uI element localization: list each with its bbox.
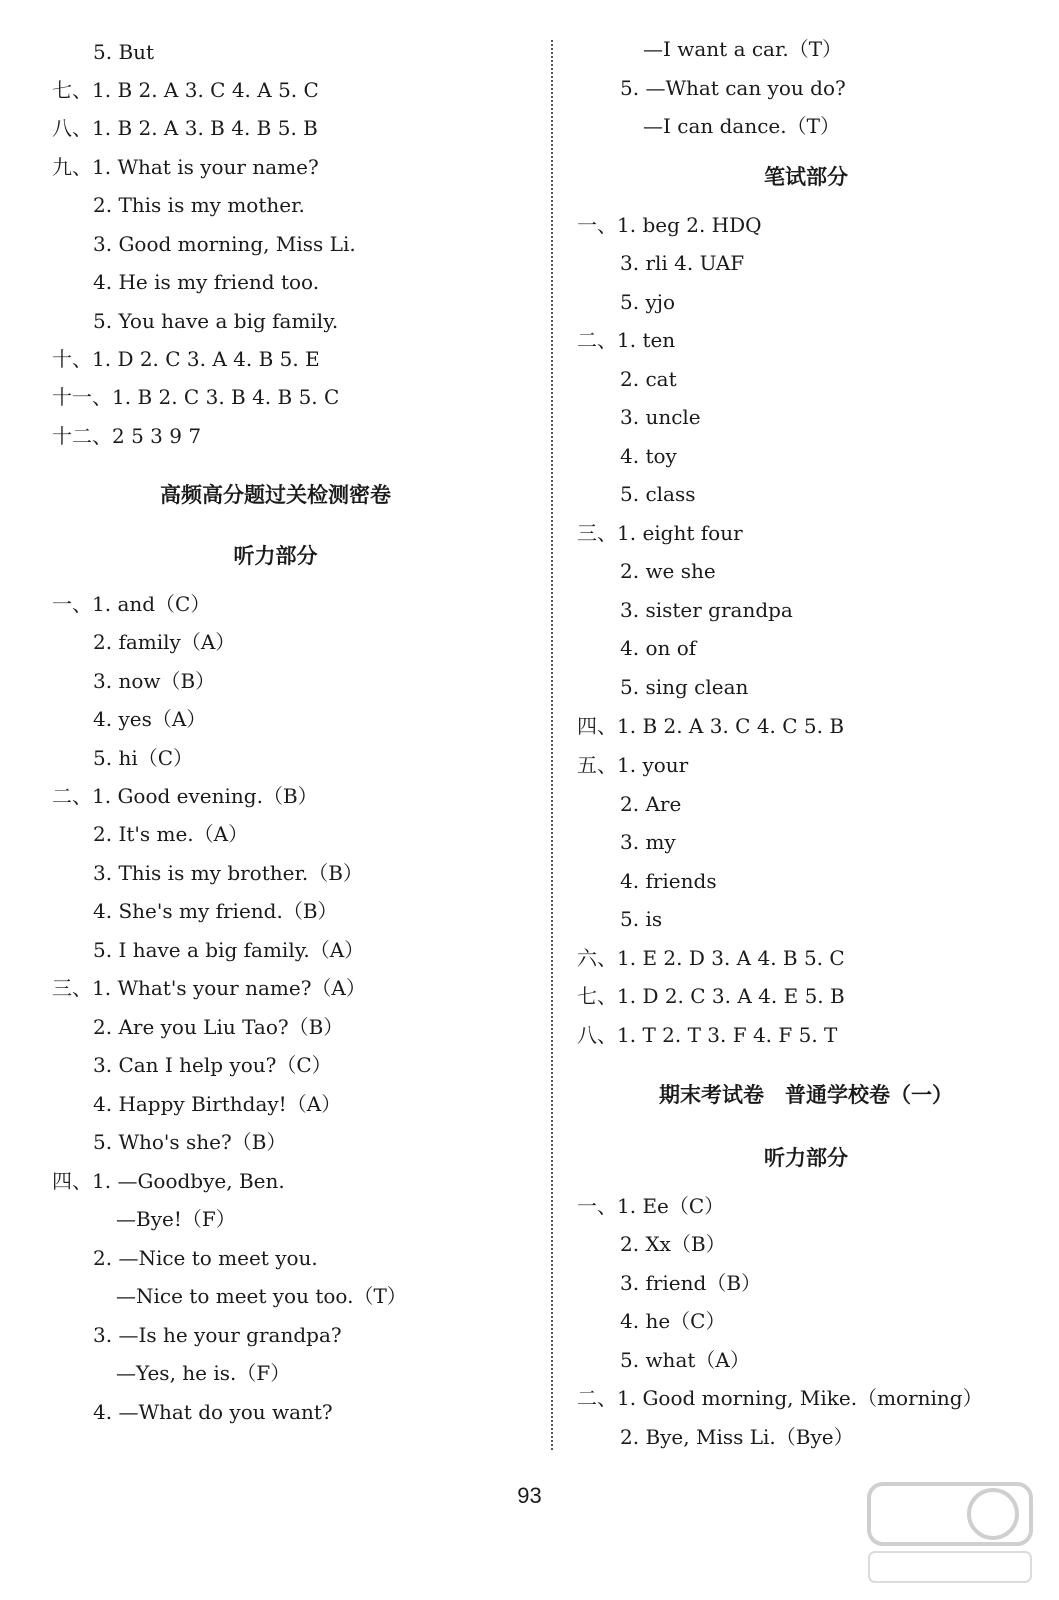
answer-line: 5. hi（C） (93, 746, 194, 770)
answer-line: 4. He is my friend too. (93, 270, 320, 294)
answer-line: 十一、1. B 2. C 3. B 4. B 5. C (52, 385, 340, 409)
answer-line: 4. he（C） (620, 1309, 726, 1333)
page-number: 93 (517, 1483, 542, 1508)
answer-line: 3. Good morning, Miss Li. (93, 232, 356, 256)
section-subtitle: 笔试部分 (764, 165, 848, 189)
answer-line: 3. rli 4. UAF (620, 251, 745, 275)
answer-line: 八、1. T 2. T 3. F 4. F 5. T (577, 1023, 838, 1047)
answer-line: 四、1. B 2. A 3. C 4. C 5. B (577, 714, 845, 738)
answer-line: 3. sister grandpa (620, 598, 793, 622)
answer-line: 2. Are you Liu Tao?（B） (93, 1015, 344, 1039)
answer-line: —Nice to meet you too.（T） (116, 1284, 407, 1308)
answer-line: 4. yes（A） (93, 707, 207, 731)
answer-line: 六、1. E 2. D 3. A 4. B 5. C (577, 946, 845, 970)
answer-line: 5. You have a big family. (93, 309, 339, 333)
answer-line: 2. This is my mother. (93, 193, 305, 217)
answer-line: 2. Xx（B） (620, 1232, 726, 1256)
answer-line: 5. what（A） (620, 1348, 750, 1372)
answer-line: 5. is (620, 907, 663, 931)
answer-line: 二、1. Good morning, Mike.（morning） (577, 1386, 983, 1410)
answer-line: 2. Are (620, 792, 682, 816)
column-divider (551, 40, 553, 1450)
watermark-logo (865, 1478, 1035, 1588)
answer-line: 2. we she (620, 559, 716, 583)
answer-line: 5. But (93, 40, 155, 64)
answer-line: 4. —What do you want? (93, 1400, 333, 1424)
answer-line: 3. my (620, 830, 676, 854)
answer-line: 三、1. eight four (577, 521, 743, 545)
answer-line: 十、1. D 2. C 3. A 4. B 5. E (52, 347, 320, 371)
answer-line: 5. —What can you do? (620, 76, 846, 100)
answer-line: 3. —Is he your grandpa? (93, 1323, 342, 1347)
answer-line: 5. Who's she?（B） (93, 1130, 287, 1154)
answer-line: —Bye!（F） (116, 1207, 236, 1231)
answer-line: 2. —Nice to meet you. (93, 1246, 318, 1270)
answer-line: —Yes, he is.（F） (116, 1361, 291, 1385)
section-subtitle: 听力部分 (764, 1146, 848, 1170)
answer-line: 九、1. What is your name? (52, 155, 319, 179)
answer-line: 3. This is my brother.（B） (93, 861, 363, 885)
answer-line: 十二、2 5 3 9 7 (52, 424, 202, 448)
answer-line: 2. cat (620, 367, 677, 391)
answer-line: 七、1. B 2. A 3. C 4. A 5. C (52, 78, 319, 102)
answer-line: 四、1. —Goodbye, Ben. (52, 1169, 285, 1193)
answer-line: 5. yjo (620, 290, 675, 314)
answer-line: —I want a car.（T） (643, 37, 843, 61)
section-subtitle: 听力部分 (233, 544, 318, 568)
answer-line: 三、1. What's your name?（A） (52, 976, 366, 1000)
answer-line: 一、1. and（C） (52, 592, 211, 616)
answer-line: 五、1. your (577, 753, 689, 777)
answer-line: 3. uncle (620, 405, 701, 429)
answer-line: 4. friends (620, 869, 717, 893)
section-title: 高频高分题过关检测密卷 (160, 483, 391, 507)
answer-line: 一、1. Ee（C） (577, 1194, 725, 1218)
answer-line: 2. It's me.（A） (93, 822, 249, 846)
answer-line: 5. class (620, 482, 696, 506)
answer-line: 二、1. Good evening.（B） (52, 784, 318, 808)
answer-line: 3. friend（B） (620, 1271, 762, 1295)
answer-line: 3. now（B） (93, 669, 216, 693)
answer-line: 4. on of (620, 636, 697, 660)
section-title: 期末考试卷 普通学校卷（一） (659, 1083, 953, 1107)
answer-line: 5. sing clean (620, 675, 749, 699)
answer-line: 一、1. beg 2. HDQ (577, 213, 762, 237)
answer-line: 4. toy (620, 444, 677, 468)
answer-line: 4. Happy Birthday!（A） (93, 1092, 342, 1116)
answer-line: 七、1. D 2. C 3. A 4. E 5. B (577, 984, 845, 1008)
answer-line: 5. I have a big family.（A） (93, 938, 365, 962)
answer-line: 4. She's my friend.（B） (93, 899, 338, 923)
answer-line: 八、1. B 2. A 3. B 4. B 5. B (52, 116, 318, 140)
answer-line: 2. Bye, Miss Li.（Bye） (620, 1425, 854, 1449)
answer-line: 3. Can I help you?（C） (93, 1053, 332, 1077)
answer-line: 二、1. ten (577, 328, 676, 352)
answer-line: 2. family（A） (93, 630, 236, 654)
answer-line: —I can dance.（T） (643, 114, 840, 138)
